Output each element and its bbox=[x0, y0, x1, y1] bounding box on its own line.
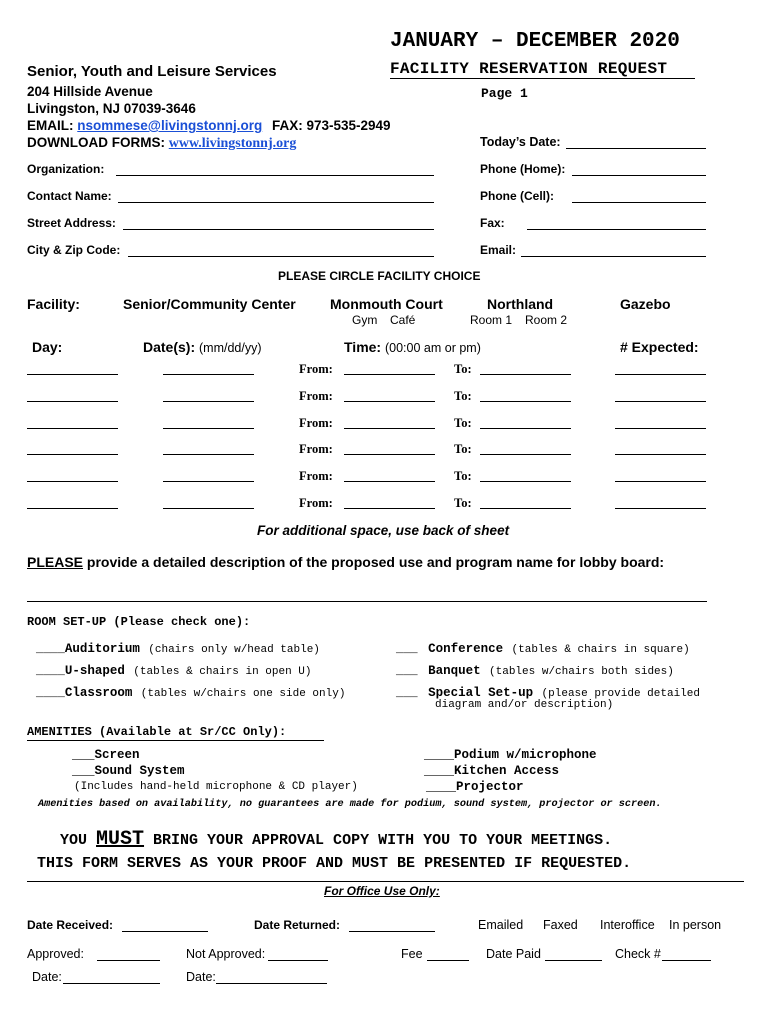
expected-field-3[interactable] bbox=[615, 428, 706, 429]
setup-conference[interactable] bbox=[396, 639, 690, 657]
date-field-2[interactable] bbox=[163, 401, 254, 402]
approval-notice-line-1 bbox=[60, 828, 612, 851]
from-time-field-5[interactable] bbox=[344, 481, 435, 482]
fax-number: FAX: 973-535-2949 bbox=[271, 118, 391, 133]
email-link[interactable]: nsommese@livingstonnj.org bbox=[77, 118, 263, 133]
email-label-field: Email: bbox=[480, 243, 517, 257]
classroom-note: (tables w/chairs one side only) bbox=[140, 688, 346, 700]
description-prompt bbox=[27, 554, 664, 570]
page-number: Page 1 bbox=[481, 86, 528, 101]
facility-option-northland[interactable]: Northland bbox=[487, 296, 554, 312]
monmouth-gym[interactable]: Gym bbox=[352, 313, 378, 327]
from-time-field-2[interactable] bbox=[344, 401, 435, 402]
approved-field[interactable] bbox=[97, 960, 160, 961]
from-label-5: From: bbox=[299, 469, 333, 483]
from-time-field-4[interactable] bbox=[344, 454, 435, 455]
from-label-1: From: bbox=[299, 362, 333, 376]
facility-option-gazebo[interactable]: Gazebo bbox=[620, 296, 671, 312]
from-label-3: From: bbox=[299, 416, 333, 430]
northland-room-2[interactable]: Room 2 bbox=[525, 313, 568, 327]
special-setup-note-2: diagram and/or description) bbox=[435, 699, 614, 711]
download-forms-line bbox=[27, 135, 296, 152]
amenity-sound-system[interactable]: ___Sound System bbox=[72, 764, 185, 778]
conference-label: Conference bbox=[428, 642, 504, 656]
approved-date-field[interactable] bbox=[63, 983, 160, 984]
download-label: DOWNLOAD FORMS: bbox=[27, 135, 165, 150]
time-column-header bbox=[344, 339, 481, 355]
dates-format: (mm/dd/yy) bbox=[199, 341, 262, 355]
notice-rest: BRING YOUR APPROVAL COPY WITH YOU TO YOUR MEETINGS. bbox=[144, 832, 613, 849]
day-field-1[interactable] bbox=[27, 374, 118, 375]
time-label: Time: bbox=[344, 339, 382, 355]
additional-space-note: For additional space, use back of sheet bbox=[257, 523, 510, 538]
description-rest: provide a detailed description of the proposed use and program name for lobby board: bbox=[83, 554, 665, 570]
method-emailed[interactable]: Emailed bbox=[478, 918, 524, 932]
email-label: EMAIL: bbox=[27, 118, 74, 133]
banquet-checkbox[interactable]: ___ bbox=[396, 664, 418, 678]
title-underline bbox=[390, 78, 695, 79]
not-approved-date-label: Date: bbox=[186, 970, 216, 984]
special-setup-note: (please provide detailed bbox=[541, 688, 700, 700]
expected-column-header: # Expected: bbox=[620, 339, 699, 355]
dates-column-header bbox=[143, 339, 262, 355]
from-time-field-3[interactable] bbox=[344, 428, 435, 429]
day-field-4[interactable] bbox=[27, 454, 118, 455]
northland-room-1[interactable]: Room 1 bbox=[470, 313, 513, 327]
setup-u-shaped[interactable] bbox=[36, 661, 312, 679]
organization-label: Organization: bbox=[27, 162, 105, 176]
street-address-label: Street Address: bbox=[27, 216, 116, 230]
contact-name-field[interactable] bbox=[118, 202, 434, 203]
check-number-label: Check # bbox=[615, 947, 661, 961]
to-time-field-1[interactable] bbox=[480, 374, 571, 375]
date-paid-label: Date Paid bbox=[486, 947, 541, 961]
approved-label: Approved: bbox=[27, 947, 84, 961]
method-faxed[interactable]: Faxed bbox=[543, 918, 578, 932]
amenity-podium[interactable]: ____Podium w/microphone bbox=[424, 748, 597, 762]
notice-must: MUST bbox=[96, 828, 145, 851]
amenities-heading: AMENITIES (Available at Sr/CC Only): bbox=[27, 725, 287, 739]
check-number-field[interactable] bbox=[662, 960, 711, 961]
street-address-field[interactable] bbox=[123, 229, 434, 230]
fax-field[interactable] bbox=[527, 229, 706, 230]
facility-option-senior-center[interactable]: Senior/Community Center bbox=[123, 296, 296, 312]
city-zip-label: City & Zip Code: bbox=[27, 243, 121, 257]
approval-notice-line-2: THIS FORM SERVES AS YOUR PROOF AND MUST BE PRESENTED IF REQUESTED. bbox=[37, 855, 632, 872]
time-format: (00:00 am or pm) bbox=[384, 341, 481, 355]
from-label-2: From: bbox=[299, 389, 333, 403]
room-setup-heading: ROOM SET-UP (Please check one): bbox=[27, 615, 251, 629]
website-link[interactable]: www.livingstonnj.org bbox=[168, 136, 297, 151]
to-time-field-4[interactable] bbox=[480, 454, 571, 455]
date-paid-field[interactable] bbox=[545, 960, 602, 961]
from-time-field-6[interactable] bbox=[344, 508, 435, 509]
notice-you: YOU bbox=[60, 832, 97, 849]
date-field-6[interactable] bbox=[163, 508, 254, 509]
amenity-kitchen[interactable]: ____Kitchen Access bbox=[424, 764, 560, 778]
method-in-person[interactable]: In person bbox=[669, 918, 722, 932]
date-field-3[interactable] bbox=[163, 428, 254, 429]
email-fax-line bbox=[27, 118, 391, 133]
u-shaped-note: (tables & chairs in open U) bbox=[133, 666, 312, 678]
fee-label: Fee bbox=[401, 947, 423, 961]
date-field-1[interactable] bbox=[163, 374, 254, 375]
day-field-6[interactable] bbox=[27, 508, 118, 509]
date-received-field[interactable] bbox=[122, 931, 208, 932]
auditorium-note: (chairs only w/head table) bbox=[148, 644, 320, 656]
from-time-field-1[interactable] bbox=[344, 374, 435, 375]
setup-auditorium[interactable] bbox=[36, 639, 320, 657]
not-approved-date-field[interactable] bbox=[216, 983, 327, 984]
date-field-5[interactable] bbox=[163, 481, 254, 482]
classroom-checkbox[interactable]: ____ bbox=[36, 686, 65, 700]
dates-label: Date(s): bbox=[143, 339, 196, 355]
date-range-title: JANUARY – DECEMBER 2020 bbox=[390, 30, 680, 53]
setup-banquet[interactable] bbox=[396, 661, 674, 679]
to-label-6: To: bbox=[454, 496, 472, 510]
expected-field-1[interactable] bbox=[615, 374, 706, 375]
todays-date-field[interactable] bbox=[566, 148, 706, 149]
not-approved-field[interactable] bbox=[268, 960, 328, 961]
contact-name-label: Contact Name: bbox=[27, 189, 112, 203]
date-field-4[interactable] bbox=[163, 454, 254, 455]
conference-checkbox[interactable]: ___ bbox=[396, 642, 418, 656]
banquet-label: Banquet bbox=[428, 664, 481, 678]
day-field-2[interactable] bbox=[27, 401, 118, 402]
phone-home-field[interactable] bbox=[572, 175, 706, 176]
address-line-2: Livingston, NJ 07039-3646 bbox=[27, 101, 196, 116]
description-field[interactable] bbox=[27, 601, 707, 602]
office-use-heading: For Office Use Only: bbox=[324, 884, 440, 898]
form-title: FACILITY RESERVATION REQUEST bbox=[390, 60, 668, 78]
special-setup-checkbox[interactable]: ___ bbox=[396, 686, 418, 700]
special-setup-label: Special Set-up bbox=[428, 686, 534, 700]
expected-field-6[interactable] bbox=[615, 508, 706, 509]
banquet-note: (tables w/chairs both sides) bbox=[489, 666, 674, 678]
expected-field-4[interactable] bbox=[615, 454, 706, 455]
to-time-field-6[interactable] bbox=[480, 508, 571, 509]
method-interoffice[interactable]: Interoffice bbox=[600, 918, 655, 932]
from-label-6: From: bbox=[299, 496, 333, 510]
office-divider bbox=[27, 881, 744, 882]
phone-cell-field[interactable] bbox=[572, 202, 706, 203]
to-label-1: To: bbox=[454, 362, 472, 376]
conference-note: (tables & chairs in square) bbox=[511, 644, 690, 656]
city-zip-field[interactable] bbox=[128, 256, 434, 257]
date-received-label: Date Received: bbox=[27, 918, 114, 932]
u-shaped-label: U-shaped bbox=[64, 664, 125, 678]
expected-field-2[interactable] bbox=[615, 401, 706, 402]
date-returned-field[interactable] bbox=[349, 931, 435, 932]
from-label-4: From: bbox=[299, 442, 333, 456]
amenity-projector[interactable]: ____Projector bbox=[426, 780, 524, 794]
auditorium-checkbox[interactable]: ____ bbox=[36, 642, 65, 656]
to-label-3: To: bbox=[454, 416, 472, 430]
to-time-field-3[interactable] bbox=[480, 428, 571, 429]
classroom-label: Classroom bbox=[64, 686, 133, 700]
not-approved-label: Not Approved: bbox=[186, 947, 266, 961]
u-shaped-checkbox[interactable]: ____ bbox=[36, 664, 65, 678]
to-time-field-2[interactable] bbox=[480, 401, 571, 402]
expected-field-5[interactable] bbox=[615, 481, 706, 482]
facility-label: Facility: bbox=[27, 296, 80, 312]
amenity-screen[interactable]: ___Screen bbox=[72, 748, 140, 762]
date-returned-label: Date Returned: bbox=[254, 918, 341, 932]
to-time-field-5[interactable] bbox=[480, 481, 571, 482]
circle-facility-heading: PLEASE CIRCLE FACILITY CHOICE bbox=[278, 269, 481, 283]
phone-cell-label: Phone (Cell): bbox=[480, 189, 554, 203]
day-column-header: Day: bbox=[32, 339, 63, 355]
fax-label: Fax: bbox=[480, 216, 505, 230]
to-label-5: To: bbox=[454, 469, 472, 483]
description-please: PLEASE bbox=[27, 554, 84, 570]
monmouth-cafe[interactable]: Café bbox=[390, 313, 416, 327]
auditorium-label: Auditorium bbox=[64, 642, 140, 656]
sound-system-note: (Includes hand-held microphone & CD player) bbox=[74, 781, 358, 793]
to-label-2: To: bbox=[454, 389, 472, 403]
facility-option-monmouth-court[interactable]: Monmouth Court bbox=[330, 296, 443, 312]
day-field-5[interactable] bbox=[27, 481, 118, 482]
to-label-4: To: bbox=[454, 442, 472, 456]
address-line-1: 204 Hillside Avenue bbox=[27, 84, 153, 99]
day-field-3[interactable] bbox=[27, 428, 118, 429]
amenities-disclaimer: Amenities based on availability, no guarantees are made for podium, sound system, projector or screen. bbox=[38, 799, 662, 810]
todays-date-label: Today’s Date: bbox=[480, 135, 561, 149]
phone-home-label: Phone (Home): bbox=[480, 162, 566, 176]
department-name: Senior, Youth and Leisure Services bbox=[27, 63, 277, 80]
organization-field[interactable] bbox=[116, 175, 434, 176]
email-field[interactable] bbox=[521, 256, 706, 257]
approved-date-label: Date: bbox=[32, 970, 62, 984]
setup-classroom[interactable] bbox=[36, 683, 345, 701]
fee-field[interactable] bbox=[427, 960, 469, 961]
amenities-underline bbox=[27, 740, 324, 741]
